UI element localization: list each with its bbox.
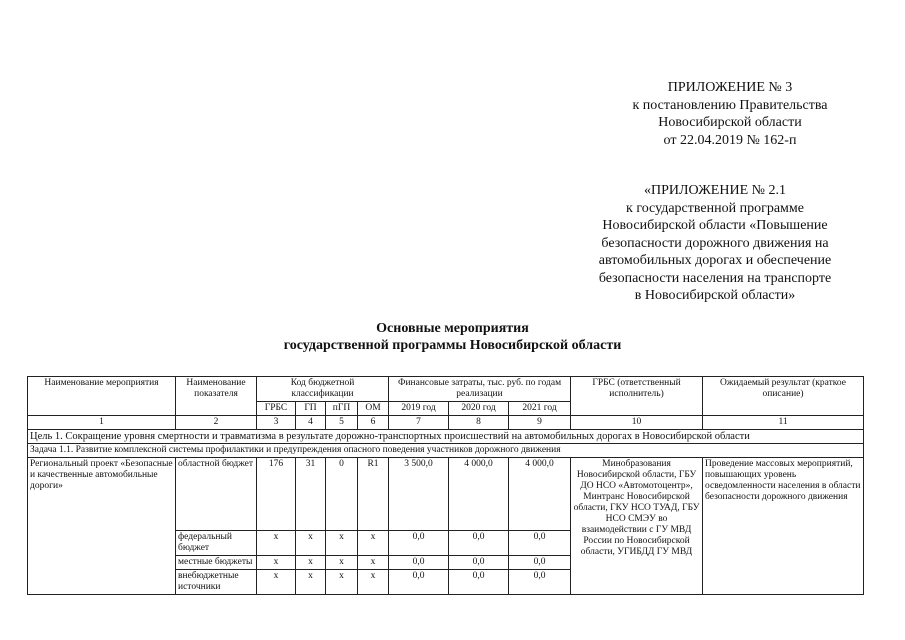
gp-cell: x — [296, 556, 326, 570]
executor-cell: Минобразования Новосибирской области, ГБУ ДО НСО «Автомотоцентр», Минтранс Новосибирской области, ГКУ НСО ТУАД, ГБУ НСО СМЭУ во взаимодействии с ГУ МВД России по Новосибирской области, УГИБДД ГУ МВД — [571, 458, 703, 595]
appendix-3-line: к постановлению Правительства — [632, 97, 828, 113]
om-cell: R1 — [358, 458, 389, 531]
header-result: Ожидаемый результат (краткое описание) — [703, 377, 864, 416]
col-number: 11 — [703, 416, 864, 430]
y2021-cell: 4 000,0 — [509, 458, 571, 531]
col-number: 2 — [176, 416, 257, 430]
y2019-cell: 3 500,0 — [389, 458, 449, 531]
header-finance: Финансовые затраты, тыс. руб. по годам реализации — [389, 377, 571, 402]
col-number: 3 — [257, 416, 296, 430]
y2019-cell: 0,0 — [389, 570, 449, 595]
column-number-row — [28, 416, 864, 430]
goal-prefix: Цель 1. — [30, 431, 66, 442]
header-indicator: Наименование показателя — [176, 377, 257, 416]
indicator-cell: внебюджетные источники — [176, 570, 257, 595]
appendix-3-line: от 22.04.2019 № 162-п — [663, 132, 797, 148]
subheader-2020: 2020 год — [449, 402, 509, 416]
gp-cell: x — [296, 531, 326, 556]
grbs-cell: x — [257, 556, 296, 570]
header-budget-code: Код бюджетной классификации — [257, 377, 389, 402]
y2021-cell: 0,0 — [509, 556, 571, 570]
subheader-pgp: пГП — [326, 402, 358, 416]
appendix-2-1-line: в Новосибирской области» — [634, 288, 796, 303]
grbs-cell: 176 — [257, 458, 296, 531]
appendix-2-1-header — [580, 182, 850, 305]
appendix-3-header — [600, 79, 860, 149]
pgp-cell: 0 — [326, 458, 358, 531]
col-number: 9 — [509, 416, 571, 430]
title-line-1: Основные мероприятия — [376, 321, 529, 336]
col-number: 10 — [571, 416, 703, 430]
subheader-gp: ГП — [296, 402, 326, 416]
gp-cell: x — [296, 570, 326, 595]
indicator-cell: местные бюджеты — [176, 556, 257, 570]
appendix-3-line: Новосибирской области — [658, 115, 802, 130]
subheader-2019: 2019 год — [389, 402, 449, 416]
appendix-2-1-line: автомобильных дорогах и обеспечение — [598, 253, 832, 268]
goal-row — [28, 430, 864, 444]
grbs-cell: x — [257, 570, 296, 595]
appendix-2-1-line: «ПРИЛОЖЕНИЕ № 2.1 — [644, 183, 786, 198]
pgp-cell: x — [326, 556, 358, 570]
subheader-om: ОМ — [358, 402, 389, 416]
appendix-2-1-line: к государственной программе — [626, 200, 804, 216]
subheader-grbs: ГРБС — [257, 402, 296, 416]
pgp-cell: x — [326, 570, 358, 595]
document-title — [0, 320, 905, 354]
project-name: Региональный проект «Безопасные и качественные автомобильные дороги» — [28, 458, 176, 595]
header-row — [28, 377, 864, 402]
y2020-cell: 0,0 — [449, 556, 509, 570]
appendix-3-line: ПРИЛОЖЕНИЕ № 3 — [667, 80, 793, 95]
indicator-cell: федеральный бюджет — [176, 531, 257, 556]
col-number: 8 — [449, 416, 509, 430]
col-number: 6 — [358, 416, 389, 430]
activities-table — [27, 376, 864, 595]
goal-cell — [28, 430, 864, 444]
col-number: 4 — [296, 416, 326, 430]
col-number: 5 — [326, 416, 358, 430]
title-line-2: государственной программы Новосибирской области — [283, 338, 622, 353]
y2020-cell: 0,0 — [449, 570, 509, 595]
y2020-cell: 0,0 — [449, 531, 509, 556]
subheader-2021: 2021 год — [509, 402, 571, 416]
appendix-2-1-line: безопасности дорожного движения на — [601, 235, 829, 251]
om-cell: x — [358, 531, 389, 556]
indicator-cell: областной бюджет — [176, 458, 257, 531]
y2019-cell: 0,0 — [389, 531, 449, 556]
om-cell: x — [358, 556, 389, 570]
y2021-cell: 0,0 — [509, 570, 571, 595]
col-number: 7 — [389, 416, 449, 430]
header-grbs-executor: ГРБС (ответственный исполнитель) — [571, 377, 703, 416]
y2021-cell: 0,0 — [509, 531, 571, 556]
goal-text: Сокращение уровня смертности и травматизма в результате дорожно-транспортных происшествий на автомобильных дорогах в Новосибирской области — [65, 431, 750, 442]
pgp-cell: x — [326, 531, 358, 556]
appendix-2-1-line: Новосибирской области «Повышение — [602, 218, 828, 233]
y2019-cell: 0,0 — [389, 556, 449, 570]
table-row — [28, 458, 864, 531]
gp-cell: 31 — [296, 458, 326, 531]
appendix-2-1-line: безопасности населения на транспорте — [598, 270, 832, 286]
task-row — [28, 444, 864, 458]
grbs-cell: x — [257, 531, 296, 556]
om-cell: x — [358, 570, 389, 595]
y2020-cell: 4 000,0 — [449, 458, 509, 531]
task-cell: Задача 1.1. Развитие комплексной системы профилактики и предупреждения опасного поведения участников дорожного движения — [28, 444, 864, 458]
col-number: 1 — [28, 416, 176, 430]
result-cell: Проведение массовых мероприятий, повышающих уровень осведомленности населения в области безопасности дорожного движения — [703, 458, 864, 595]
header-name: Наименование мероприятия — [28, 377, 176, 416]
